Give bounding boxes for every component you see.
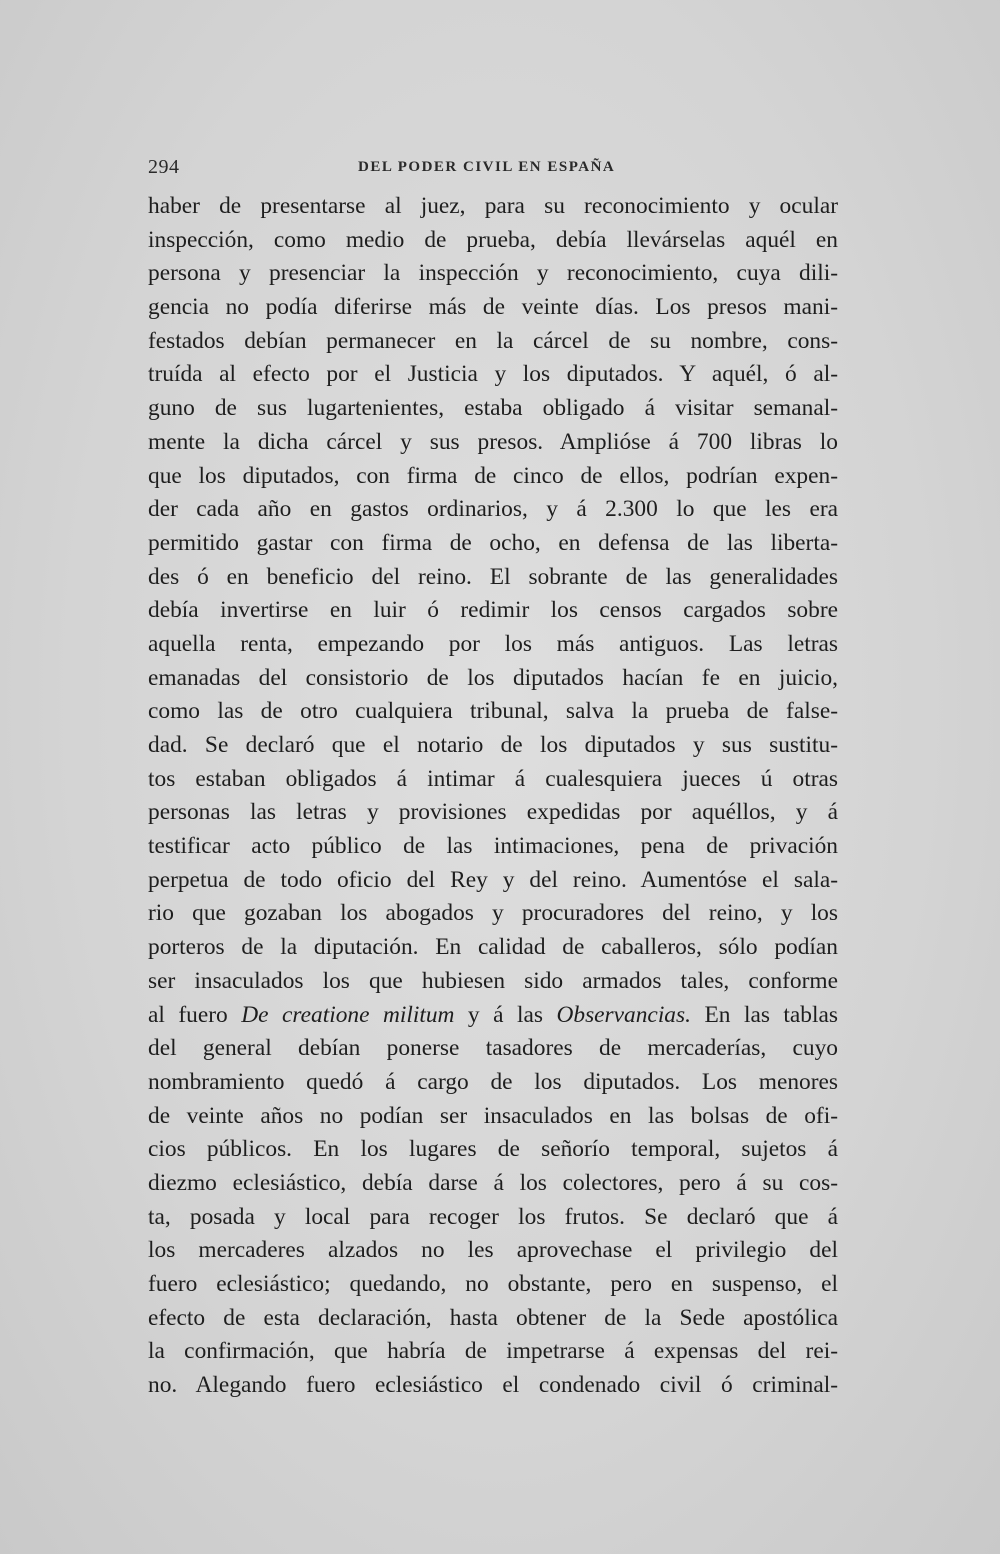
text-line: como las de otro cualquiera tribunal, salva la prueba de false-: [148, 698, 838, 725]
page-header: [148, 156, 838, 182]
text-segment: al fuero: [148, 1001, 242, 1028]
text-line: fuero eclesiástico; quedando, no obstante, pero en suspenso, el: [148, 1271, 838, 1297]
text-line: gencia no podía diferirse más de veinte días. Los presos mani-: [148, 294, 838, 321]
text-line: aquella renta, empezando por los más antiguos. Las letras: [148, 630, 838, 657]
text-line: dad. Se declaró que el notario de los diputados y sus sustitu-: [148, 732, 838, 758]
running-head: DEL PODER CIVIL EN ESPAÑA: [358, 159, 616, 175]
text-line: efecto de esta declaración, hasta obtener de la Sede apostólica: [148, 1304, 838, 1331]
text-line: inspección, como medio de prueba, debía llevárselas aquél en: [148, 226, 838, 253]
text-line: personas las letras y provisiones expedidas por aquéllos, y á: [148, 799, 838, 826]
italic-title: Observancias.: [556, 1001, 691, 1028]
text-line: persona y presenciar la inspección y reconocimiento, cuya dili-: [148, 260, 838, 287]
text-line: del general debían ponerse tasadores de mercaderías, cuyo: [148, 1035, 838, 1062]
text-line: la confirmación, que habría de impetrarse á expensas del rei-: [148, 1338, 838, 1365]
text-line: los mercaderes alzados no les aprovechase el privilegio del: [148, 1237, 838, 1264]
text-line: ser insaculados los que hubiesen sido armados tales, conforme: [148, 967, 838, 994]
text-line: no. Alegando fuero eclesiástico el condenado civil ó criminal-: [148, 1372, 838, 1399]
text-line: permitido gastar con firma de ocho, en defensa de las liberta-: [148, 529, 838, 556]
text-line: der cada año en gastos ordinarios, y á 2.300 lo que les era: [148, 496, 838, 523]
body-text: [148, 190, 838, 1403]
text-line: festados debían permanecer en la cárcel de su nombre, cons-: [148, 327, 838, 354]
text-line: cios públicos. En los lugares de señorío temporal, sujetos á: [148, 1136, 838, 1163]
text-line: testificar acto público de las intimaciones, pena de privación: [148, 833, 838, 860]
text-line: de veinte años no podían ser insaculados en las bolsas de ofi-: [148, 1102, 838, 1129]
text-line: nombramiento quedó á cargo de los diputados. Los menores: [148, 1068, 838, 1095]
text-line: tos estaban obligados á intimar á cualesquiera jueces ú otras: [148, 765, 838, 792]
text-segment: En las tablas: [690, 1001, 838, 1028]
text-line: que los diputados, con firma de cinco de ellos, podrían expen-: [148, 462, 838, 489]
text-line: porteros de la diputación. En calidad de caballeros, sólo podían: [148, 934, 838, 961]
text-line: truída al efecto por el Justicia y los diputados. Y aquél, ó al-: [148, 361, 838, 388]
text-line: perpetua de todo oficio del Rey y del reino. Aumentóse el sala-: [148, 866, 838, 893]
text-line: mente la dicha cárcel y sus presos. Amplióse á 700 libras lo: [148, 428, 838, 455]
text-line: des ó en beneficio del reino. El sobrante de las generalidades: [148, 563, 838, 590]
text-line: haber de presentarse al juez, para su reconocimiento y ocular: [148, 193, 838, 219]
text-line: debía invertirse en luir ó redimir los censos cargados sobre: [148, 597, 838, 624]
text-line: emanadas del consistorio de los diputados hacían fe en juicio,: [148, 664, 838, 691]
text-line: guno de sus lugartenientes, estaba obligado á visitar semanal-: [148, 395, 838, 422]
text-line: diezmo eclesiástico, debía darse á los colectores, pero á su cos-: [148, 1169, 838, 1196]
page-number: 294: [148, 156, 180, 178]
text-line: rio que gozaban los abogados y procuradores del reino, y los: [148, 900, 838, 927]
text-line: ta, posada y local para recoger los frutos. Se declaró que á: [148, 1203, 838, 1230]
italic-title: De creatione militum: [241, 1001, 455, 1028]
text-line: [148, 999, 838, 1033]
text-segment: y á las: [454, 1001, 557, 1028]
